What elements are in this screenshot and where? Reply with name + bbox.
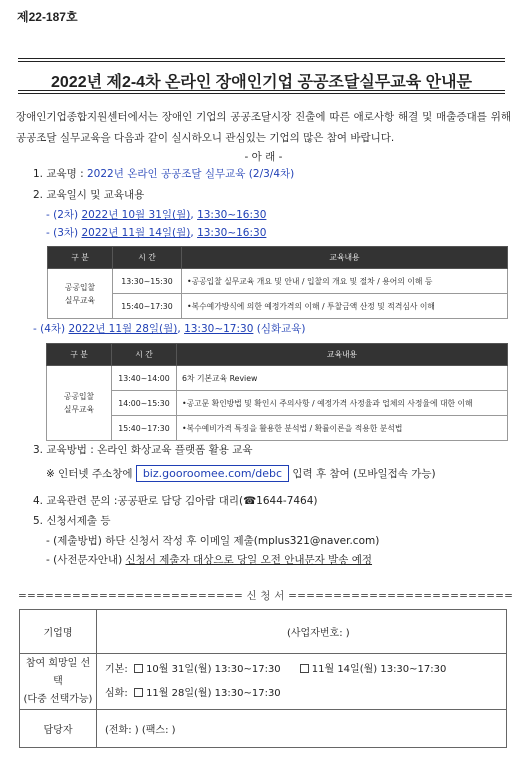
- table2-header-category: 구 분: [47, 344, 112, 366]
- session-4-date: 2022년 11월 28일(월): [68, 323, 178, 335]
- table2-row1-time: 13:40~14:00: [112, 366, 177, 391]
- session-4-suffix: (심화교육): [253, 323, 306, 335]
- item-course-name: [33, 166, 294, 181]
- url-prefix: ※ 인터넷 주소창에: [46, 468, 133, 480]
- table1-header-category: 구 분: [48, 247, 113, 269]
- session-3-time: 13:30~16:30: [197, 227, 267, 239]
- session-3-sep: ,: [190, 227, 198, 239]
- advanced-options: [105, 682, 498, 706]
- session-4-time: 13:30~17:30: [184, 323, 254, 335]
- form-row-dates: [20, 654, 507, 710]
- contact-label: 담당자: [20, 710, 97, 748]
- session-4: [33, 321, 306, 336]
- table2-row2-content: •공고문 확인방법 및 확인시 주의사항 / 예정가격 사정율과 업체의 사정율에 대한 이해: [177, 391, 508, 416]
- contact-field[interactable]: (전화: ) (팩스: ): [97, 710, 507, 748]
- table2-row1-content: 6차 기본교육 Review: [177, 366, 508, 391]
- session-3-date: 2022년 11월 14일(월): [81, 227, 191, 239]
- application-separator: ========================= 신 청 서 =========================: [18, 590, 514, 602]
- submit-method: - (제출방법) 하단 신청서 작성 후 이메일 제출(mplus321@naver.com): [46, 535, 380, 547]
- option-nov14: 11월 14일(월) 13:30~17:30: [311, 663, 447, 675]
- table2-category: 공공입찰 실무교육: [47, 366, 112, 441]
- course-name-value: 2022년 온라인 공공조달 실무교육 (2/3/4차): [87, 168, 295, 180]
- session-2-time: 13:30~16:30: [197, 209, 267, 221]
- schedule-table-2: [46, 343, 508, 441]
- table2-row2-time: 14:00~15:30: [112, 391, 177, 416]
- table-row: [47, 366, 508, 391]
- url-suffix: 입력 후 참여 (모바일접속 가능): [292, 468, 436, 480]
- session-2-date: 2022년 10월 31일(월): [81, 209, 191, 221]
- url-line: [46, 465, 436, 482]
- session-3: [46, 225, 266, 240]
- sms-notice-prefix: - (사전문자안내): [46, 554, 126, 566]
- checkbox-oct31[interactable]: [134, 664, 143, 673]
- table1-row2-time: 15:40~17:30: [113, 294, 182, 319]
- session-2: [46, 207, 266, 222]
- title-box: [18, 58, 505, 94]
- company-field[interactable]: (사업자번호: ): [97, 610, 507, 654]
- table1-header-time: 시 간: [113, 247, 182, 269]
- company-label: 기업명: [20, 610, 97, 654]
- table2-row3-time: 15:40~17:30: [112, 416, 177, 441]
- table2-header-time: 시 간: [112, 344, 177, 366]
- application-form: [19, 609, 507, 748]
- sms-notice: [46, 552, 372, 567]
- table1-row1-content: •공공입찰 실무교육 개요 및 안내 / 입찰의 개요 및 절차 / 용어의 이해 등: [182, 269, 508, 294]
- table1-row1-time: 13:30~15:30: [113, 269, 182, 294]
- item-submission: 5. 신청서제출 등: [33, 515, 111, 527]
- table-row: [48, 294, 508, 319]
- schedule-table-1: [47, 246, 508, 319]
- checkbox-nov28[interactable]: [134, 688, 143, 697]
- item-schedule: 2. 교육일시 및 교육내용: [33, 189, 145, 201]
- item-method: 3. 교육방법 : 온라인 화상교육 플랫폼 활용 교육: [33, 444, 253, 456]
- basic-label: 기본:: [105, 663, 128, 675]
- item-inquiry: 4. 교육관련 문의 :공공판로 담당 김아람 대리(☎1644-7464): [33, 495, 318, 507]
- table2-row3-content: •복수예비가격 특징을 활용한 분석법 / 확률이론을 적용한 분석법: [177, 416, 508, 441]
- course-name-label: 1. 교육명 :: [33, 168, 87, 180]
- table-row: [48, 269, 508, 294]
- session-3-prefix: - (3차): [46, 227, 82, 239]
- form-row-company: [20, 610, 507, 654]
- table1-row2-content: •복수예가방식에 의한 예정가격의 이해 / 투찰금액 산정 및 적격심사 이해: [182, 294, 508, 319]
- page-title: 2022년 제2-4차 온라인 장애인기업 공공조달실무교육 안내문: [51, 74, 472, 91]
- document-number: 제22-187호: [17, 10, 78, 24]
- table1-category: 공공입찰 실무교육: [48, 269, 113, 319]
- session-4-prefix: - (4차): [33, 323, 69, 335]
- form-row-contact: [20, 710, 507, 748]
- sms-notice-text: 신청서 제출자 대상으로 당일 오전 안내문자 발송 예정: [125, 554, 373, 566]
- table-row: [47, 416, 508, 441]
- date-select-label: 참여 희망일 선택 (다중 선택가능): [20, 654, 97, 710]
- table2-header-content: 교육내용: [177, 344, 508, 366]
- session-4-sep: ,: [177, 323, 185, 335]
- advanced-label: 심화:: [105, 687, 128, 699]
- table1-header-content: 교육내용: [182, 247, 508, 269]
- platform-url[interactable]: biz.gooroomee.com/debc: [136, 465, 289, 482]
- basic-options: [105, 658, 498, 682]
- session-2-prefix: - (2차): [46, 209, 82, 221]
- date-options: [97, 654, 507, 710]
- session-2-sep: ,: [190, 209, 198, 221]
- option-oct31: 10월 31일(월) 13:30~17:30: [146, 663, 281, 675]
- option-nov28: 11월 28일(월) 13:30~17:30: [146, 687, 281, 699]
- checkbox-nov14[interactable]: [300, 664, 309, 673]
- below-heading: - 아 래 -: [244, 151, 283, 163]
- intro-paragraph: 장애인기업종합지원센터에서는 장애인 기업의 공공조달시장 진출에 따른 애로사항 해결 및 매출증대를 위해 공공조달 실무교육을 다음과 같이 실시하오니 관심있는 기업의 많은 참여 바랍니다.: [16, 111, 511, 144]
- table-row: [47, 391, 508, 416]
